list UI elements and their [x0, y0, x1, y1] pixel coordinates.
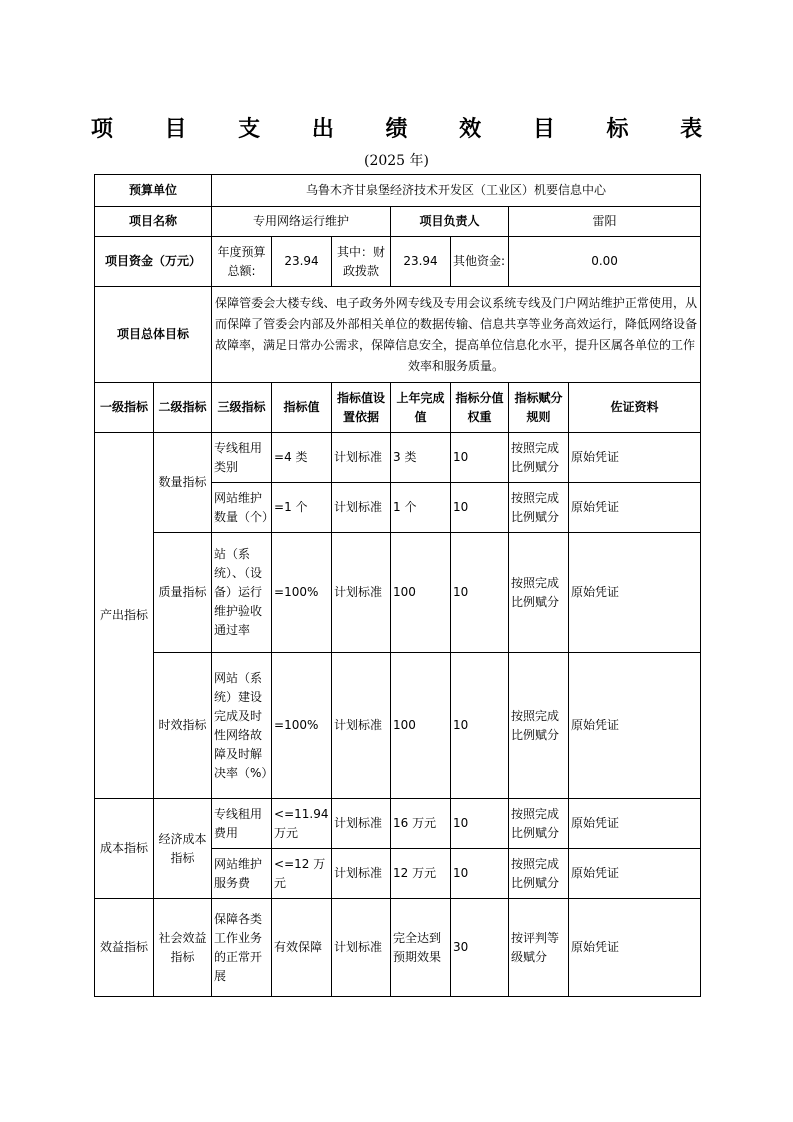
cell-weight: 10 [451, 533, 509, 653]
group-timeliness: 时效指标 [154, 653, 212, 799]
cell-rule: 按评判等级赋分 [509, 899, 569, 997]
project-name-row [95, 207, 701, 237]
cell-evidence: 原始凭证 [569, 653, 701, 799]
performance-table [94, 174, 701, 997]
cell-weight: 10 [451, 653, 509, 799]
group-social-benefit: 社会效益指标 [154, 899, 212, 997]
table-row [95, 653, 701, 799]
project-goal-text [212, 287, 701, 383]
table-row [95, 533, 701, 653]
cell-l3: 网站维护数量（个） [212, 483, 272, 533]
group-quantity: 数量指标 [154, 433, 212, 533]
budget-unit-value: 乌鲁木齐甘泉堡经济技术开发区（工业区）机要信息中心 [212, 175, 701, 207]
cell-weight: 10 [451, 799, 509, 849]
header-rule: 指标赋分规则 [509, 383, 569, 433]
group-benefit: 效益指标 [95, 899, 154, 997]
cell-value: =100% [272, 533, 332, 653]
cell-l3: 专线租用费用 [212, 799, 272, 849]
cell-value: =4 类 [272, 433, 332, 483]
cell-l3: 保障各类工作业务的正常开展 [212, 899, 272, 997]
cell-basis: 计划标准 [332, 483, 391, 533]
cell-weight: 10 [451, 483, 509, 533]
annual-budget-label: 年度预算总额: [212, 237, 272, 287]
cell-basis: 计划标准 [332, 653, 391, 799]
cell-rule: 按照完成比例赋分 [509, 483, 569, 533]
cell-last-year: 1 个 [391, 483, 451, 533]
cell-last-year: 完全达到预期效果 [391, 899, 451, 997]
header-last-year: 上年完成值 [391, 383, 451, 433]
cell-basis: 计划标准 [332, 533, 391, 653]
other-fund-value: 0.00 [509, 237, 701, 287]
cell-value: <=11.94 万元 [272, 799, 332, 849]
project-lead-label: 项目负责人 [391, 207, 509, 237]
project-fund-label: 项目资金（万元） [95, 237, 212, 287]
cell-l3: 网站（系统）建设完成及时性网络故障及时解决率（%） [212, 653, 272, 799]
project-goal-body: 保障管委会大楼专线、电子政务外网专线及专用会议系统专线及门户网站维护正常使用，从而保障了管委会内部及外部相关单位的数据传输、信息共享等业务高效运行，降低网络设备故障率，满足日常办公需求，保障信息安全，提高单位信息化水平，提升区属各单位的工作 [215, 295, 698, 352]
table-row [95, 433, 701, 483]
cell-value: =100% [272, 653, 332, 799]
cell-basis: 计划标准 [332, 433, 391, 483]
project-fund-row [95, 237, 701, 287]
cell-weight: 10 [451, 849, 509, 899]
cell-evidence: 原始凭证 [569, 533, 701, 653]
table-row [95, 799, 701, 849]
cell-rule: 按照完成比例赋分 [509, 533, 569, 653]
project-goal-row [95, 287, 701, 383]
header-evidence: 佐证资料 [569, 383, 701, 433]
header-level1: 一级指标 [95, 383, 154, 433]
cell-evidence: 原始凭证 [569, 433, 701, 483]
cell-rule: 按照完成比例赋分 [509, 849, 569, 899]
header-weight: 指标分值权重 [451, 383, 509, 433]
project-goal-label: 项目总体目标 [95, 287, 212, 383]
cell-evidence: 原始凭证 [569, 799, 701, 849]
cell-evidence: 原始凭证 [569, 483, 701, 533]
cell-rule: 按照完成比例赋分 [509, 799, 569, 849]
cell-evidence: 原始凭证 [569, 849, 701, 899]
cell-last-year: 16 万元 [391, 799, 451, 849]
group-cost: 成本指标 [95, 799, 154, 899]
cell-last-year: 3 类 [391, 433, 451, 483]
annual-budget-value: 23.94 [272, 237, 332, 287]
cell-l3: 站（系统）、（设备）运行维护验收通过率 [212, 533, 272, 653]
budget-unit-row [95, 175, 701, 207]
page-title: 项 目 支 出 绩 效 目 标 表 [90, 116, 725, 142]
cell-basis: 计划标准 [332, 899, 391, 997]
cell-last-year: 100 [391, 653, 451, 799]
group-economic-cost: 经济成本指标 [154, 799, 212, 899]
cell-rule: 按照完成比例赋分 [509, 653, 569, 799]
group-quality: 质量指标 [154, 533, 212, 653]
header-basis: 指标值设置依据 [332, 383, 391, 433]
cell-basis: 计划标准 [332, 799, 391, 849]
project-goal-last-line: 效率和服务质量。 [408, 358, 505, 373]
group-output: 产出指标 [95, 433, 154, 799]
project-lead-value: 雷阳 [509, 207, 701, 237]
cell-last-year: 12 万元 [391, 849, 451, 899]
cell-rule: 按照完成比例赋分 [509, 433, 569, 483]
header-level2: 二级指标 [154, 383, 212, 433]
finance-value: 23.94 [391, 237, 451, 287]
cell-value: =1 个 [272, 483, 332, 533]
finance-label: 其中：财政拨款 [332, 237, 391, 287]
header-level3: 三级指标 [212, 383, 272, 433]
cell-l3: 专线租用类别 [212, 433, 272, 483]
cell-value: 有效保障 [272, 899, 332, 997]
project-name-value: 专用网络运行维护 [212, 207, 391, 237]
cell-weight: 30 [451, 899, 509, 997]
project-name-label: 项目名称 [95, 207, 212, 237]
header-value: 指标值 [272, 383, 332, 433]
budget-unit-label: 预算单位 [95, 175, 212, 207]
cell-evidence: 原始凭证 [569, 899, 701, 997]
indicator-header-row [95, 383, 701, 433]
cell-basis: 计划标准 [332, 849, 391, 899]
table-row [95, 899, 701, 997]
other-fund-label: 其他资金: [451, 237, 509, 287]
cell-weight: 10 [451, 433, 509, 483]
cell-value: <=12 万元 [272, 849, 332, 899]
cell-l3: 网站维护服务费 [212, 849, 272, 899]
year-label: (2025 年) [363, 153, 429, 169]
cell-last-year: 100 [391, 533, 451, 653]
